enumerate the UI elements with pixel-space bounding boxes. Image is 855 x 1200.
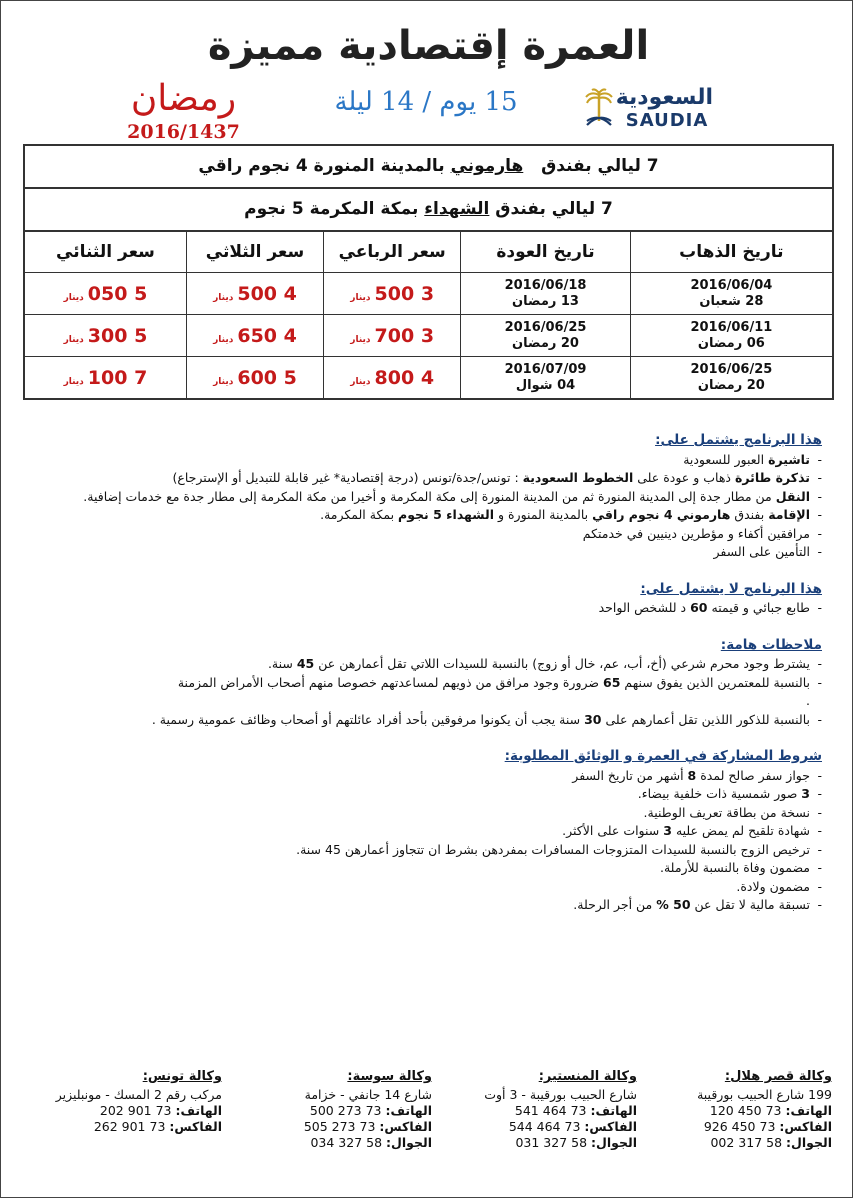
offer-box xyxy=(23,144,834,400)
agency-address: 199 شارع الحبيب بورقيبة xyxy=(697,1087,832,1102)
ramadan-block xyxy=(116,77,251,143)
currency-label: دينار xyxy=(63,334,84,345)
currency-label: دينار xyxy=(63,292,84,303)
agency-name: وكالة سوسة: xyxy=(347,1069,432,1084)
agency-mobile: الجوال: 58 317 002 xyxy=(710,1135,832,1150)
logo-english: SAUDIA xyxy=(625,110,709,131)
mecca-suffix: بمكة المكرمة 5 نجوم xyxy=(244,199,419,219)
medina-hotel-banner xyxy=(25,146,832,189)
includes-section xyxy=(31,431,822,562)
palm-swords-emblem-icon xyxy=(583,87,615,129)
col-departure: تاريخ الذهاب xyxy=(630,232,832,273)
table-row xyxy=(25,273,832,315)
agency-mobile: الجوال: 58 327 034 xyxy=(310,1135,432,1150)
double-price: 5 050دينار xyxy=(63,282,148,305)
double-price: 7 100دينار xyxy=(63,366,148,389)
double-price: 5 300دينار xyxy=(63,324,148,347)
currency-label: دينار xyxy=(350,334,371,345)
return-date: 2016/06/25 xyxy=(504,319,587,335)
mecca-prefix: 7 ليالي بفندق xyxy=(495,199,613,219)
agency-phone: الهاتف: 73 273 500 xyxy=(309,1103,432,1118)
departure-hijri: 06 رمضان xyxy=(697,335,765,351)
triple-price: 4 650دينار xyxy=(213,324,297,347)
list-item: - ترخيص الزوج بالنسبة للسيدات المتزوجات المسافرات بمفردهن بشرط ان تتجاوز أعمارهن 45 سنة. xyxy=(31,841,810,860)
agency-phone: الهاتف: 73 464 541 xyxy=(514,1103,637,1118)
table-header-row xyxy=(25,232,832,273)
list-item: - طابع جبائي و قيمته 60 د للشخص الواحد xyxy=(31,599,810,618)
notes-title: ملاحظات هامة: xyxy=(720,636,822,653)
agency-fax: الفاكس: 73 901 262 xyxy=(93,1119,222,1134)
agency-fax: الفاكس: 73 450 926 xyxy=(703,1119,832,1134)
return-hijri: 20 رمضان xyxy=(512,335,579,351)
agency-tunis xyxy=(32,1069,222,1135)
agency-sousse xyxy=(227,1069,432,1151)
table-row xyxy=(25,315,832,357)
agency-ksar-hellal xyxy=(627,1069,832,1151)
details-section xyxy=(31,431,822,915)
list-item: - نسخة من بطاقة تعريف الوطنية. xyxy=(31,804,810,823)
quad-price: 3 500دينار xyxy=(350,282,435,305)
list-item: - النقل من مطار جدة إلى المدينة المنورة ثم من المدينة المنورة إلى مكة المكرمة و أخيرا من مكة المكرمة إلى مطار جدة مع خدمات إضافية. xyxy=(31,488,810,507)
return-date: 2016/07/09 xyxy=(504,361,587,377)
ramadan-year: 2016/1437 xyxy=(127,121,240,143)
agency-phone: الهاتف: 73 901 202 xyxy=(99,1103,222,1118)
mecca-hotel-banner xyxy=(25,189,832,232)
medina-hotel: هارموني xyxy=(450,156,524,176)
price-table xyxy=(25,232,832,398)
currency-label: دينار xyxy=(213,376,234,387)
col-triple: سعر الثلاثي xyxy=(186,232,323,273)
agencies-section xyxy=(21,1069,832,1187)
agency-fax: الفاكس: 73 273 505 xyxy=(303,1119,432,1134)
list-item: - مضمون ولادة. xyxy=(31,878,810,897)
list-item: - الإقامة بفندق هارموني 4 نجوم راقي بالمدينة المنورة و الشهداء 5 نجوم بمكة المكرمة. xyxy=(31,506,810,525)
ramadan-word: رمضان xyxy=(130,78,237,119)
currency-label: دينار xyxy=(213,334,234,345)
departure-date: 2016/06/11 xyxy=(690,319,773,335)
includes-title: هذا البرنامج يشتمل على: xyxy=(655,432,822,448)
col-quad: سعر الرباعي xyxy=(324,232,461,273)
notes-section xyxy=(31,636,822,730)
agency-address: شارع 14 جانفي - خزامة xyxy=(304,1087,432,1102)
return-hijri: 13 رمضان xyxy=(512,293,579,309)
list-item: - يشترط وجود محرم شرعي (أخ، أب، عم، خال أو زوج) بالنسبة للسيدات اللاتي تقل أعمارهن عن 45 سنة. xyxy=(31,655,810,674)
table-row xyxy=(25,357,832,399)
conditions-title: شروط المشاركة في العمرة و الوثائق المطلوبة: xyxy=(504,748,822,764)
conditions-section xyxy=(31,747,822,915)
list-item: - التأمين على السفر xyxy=(31,543,810,562)
currency-label: دينار xyxy=(63,376,84,387)
departure-hijri: 28 شعبان xyxy=(699,293,764,309)
agency-address: مركب رقم 2 المسك - مونبليزير xyxy=(55,1087,222,1102)
medina-suffix: بالمدينة المنورة 4 نجوم راقي xyxy=(198,156,445,176)
trip-duration: 15 يوم / 14 ليلة xyxy=(334,87,518,117)
agency-fax: الفاكس: 73 464 544 xyxy=(508,1119,637,1134)
agency-monastir xyxy=(432,1069,637,1151)
departure-date: 2016/06/25 xyxy=(690,361,773,377)
list-item: - جواز سفر صالح لمدة 8 أشهر من تاريخ السفر xyxy=(31,767,810,786)
list-item: - مضمون وفاة بالنسبة للأرملة. xyxy=(31,859,810,878)
triple-price: 5 600دينار xyxy=(213,366,297,389)
quad-price: 3 700دينار xyxy=(350,324,435,347)
currency-label: دينار xyxy=(213,292,234,303)
currency-label: دينار xyxy=(350,292,371,303)
return-date: 2016/06/18 xyxy=(504,277,587,293)
departure-hijri: 20 رمضان xyxy=(697,377,765,393)
list-item: - بالنسبة للذكور اللذين تقل أعمارهم على 30 سنة يجب أن يكونوا مرفوقين بأحد أفراد عائلتهم أو أصحاب وظائف عمومية رسمية . xyxy=(31,711,810,730)
excludes-section xyxy=(31,580,822,618)
agency-phone: الهاتف: 73 450 120 xyxy=(709,1103,832,1118)
triple-price: 4 500دينار xyxy=(213,282,297,305)
list-item: - 3 صور شمسية ذات خلفية بيضاء. xyxy=(31,785,810,804)
col-return: تاريخ العودة xyxy=(461,232,630,273)
agency-address: شارع الحبيب بورقيبة - 3 أوت xyxy=(484,1087,637,1102)
excludes-title: هذا البرنامج لا يشتمل على: xyxy=(640,580,822,597)
list-item: - شهادة تلقيح لم يمض عليه 3 سنوات على الأكثر. xyxy=(31,822,810,841)
medina-prefix: 7 ليالي بفندق xyxy=(541,156,659,176)
departure-date: 2016/06/04 xyxy=(690,277,773,293)
mecca-hotel: الشهداء xyxy=(424,199,490,219)
agency-name: وكالة قصر هلال: xyxy=(724,1069,832,1084)
currency-label: دينار xyxy=(350,376,371,387)
list-item: - تذكرة طائرة ذهاب و عودة على الخطوط السعودية : تونس/جدة/تونس (درجة إقتصادية* غير قابلة للتبديل أو الإسترجاع) xyxy=(31,469,810,488)
return-hijri: 04 شوال xyxy=(515,377,576,393)
list-item: - مرافقين أكفاء و مؤطرين دينيين في خدمتكم xyxy=(31,525,810,544)
quad-price: 4 800دينار xyxy=(350,366,435,389)
list-item: - تسبقة مالية لا تقل عن 50 % من أجر الرحلة. xyxy=(31,896,810,915)
flyer-title: العمرة إقتصادية مميزة xyxy=(207,23,650,69)
list-item: - تاشيرة العبور للسعودية xyxy=(31,451,810,470)
agency-mobile: الجوال: 58 327 031 xyxy=(515,1135,637,1150)
agency-name: وكالة المنستير: xyxy=(538,1069,637,1084)
saudia-logo xyxy=(583,85,713,133)
agency-name: وكالة تونس: xyxy=(142,1069,222,1084)
col-double: سعر الثنائي xyxy=(25,232,186,273)
logo-arabic: السعودية xyxy=(615,85,713,110)
list-item: - بالنسبة للمعتمرين الذين يفوق سنهم 65 ضرورة وجود مرافق من ذويهم لمساعدتهم خصوصا منهم أصحاب الأمراض المزمنة . xyxy=(31,674,810,711)
